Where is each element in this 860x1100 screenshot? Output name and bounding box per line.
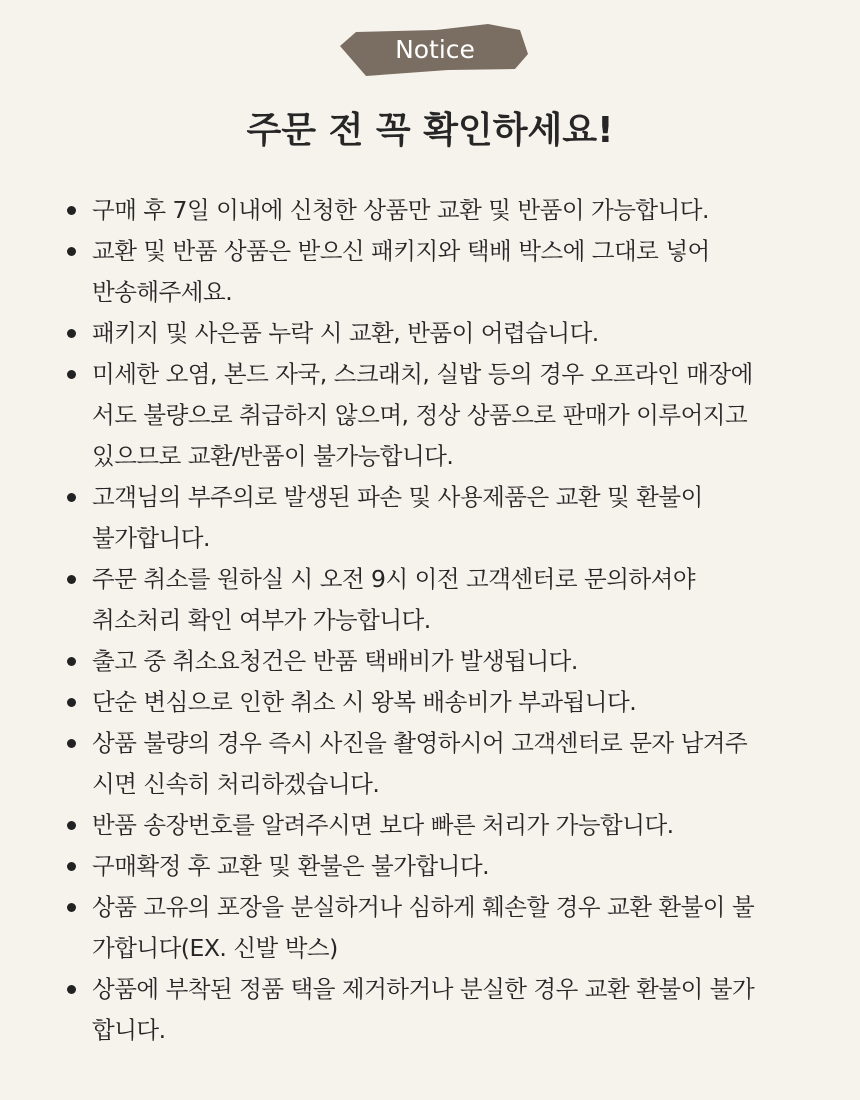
notice-item	[60, 190, 820, 231]
bullet-dot-icon	[67, 370, 76, 379]
bullet-dot-icon	[67, 903, 76, 912]
notice-item-text: 상품에 부착된 정품 택을 제거하거나 분실한 경우 교환 환불이 불가 합니다.	[92, 975, 755, 1044]
bullet-dot-icon	[67, 247, 76, 256]
notice-item-text: 구매확정 후 교환 및 환불은 불가합니다.	[92, 852, 490, 880]
notice-item	[60, 723, 820, 805]
bullet-dot-icon	[67, 206, 76, 215]
notice-badge	[340, 24, 530, 76]
bullet-dot-icon	[67, 575, 76, 584]
bullet-dot-icon	[67, 493, 76, 502]
notice-item	[60, 887, 820, 969]
notice-item	[60, 313, 820, 354]
notice-item	[60, 682, 820, 723]
bullet-dot-icon	[67, 329, 76, 338]
notice-item-text: 상품 불량의 경우 즉시 사진을 촬영하시어 고객센터로 문자 남겨주 시면 신속히 처리하겠습니다.	[92, 729, 748, 798]
notice-item-text: 반품 송장번호를 알려주시면 보다 빠른 처리가 가능합니다.	[92, 811, 674, 839]
bullet-dot-icon	[67, 698, 76, 707]
notice-item-text: 미세한 오염, 본드 자국, 스크래치, 실밥 등의 경우 오프라인 매장에 서도 불량으로 취급하지 않으며, 정상 상품으로 판매가 이루어지고 있으므로 교환/반품이 불가능합니다.	[92, 360, 753, 470]
notice-item	[60, 231, 820, 313]
notice-item	[60, 805, 820, 846]
bullet-dot-icon	[67, 862, 76, 871]
notice-item	[60, 559, 820, 641]
notice-item-text: 상품 고유의 포장을 분실하거나 심하게 훼손할 경우 교환 환불이 불 가합니다(EX. 신발 박스)	[92, 893, 755, 962]
notice-item-text: 출고 중 취소요청건은 반품 택배비가 발생됩니다.	[92, 647, 578, 675]
notice-list	[60, 190, 820, 1051]
bullet-dot-icon	[67, 985, 76, 994]
notice-item	[60, 641, 820, 682]
notice-item	[60, 846, 820, 887]
notice-item-text: 구매 후 7일 이내에 신청한 상품만 교환 및 반품이 가능합니다.	[92, 196, 709, 224]
notice-badge-label: Notice	[395, 35, 475, 64]
bullet-dot-icon	[67, 821, 76, 830]
notice-item-text: 패키지 및 사은품 누락 시 교환, 반품이 어렵습니다.	[92, 319, 599, 347]
notice-item	[60, 477, 820, 559]
bullet-dot-icon	[67, 739, 76, 748]
notice-item-text: 주문 취소를 원하실 시 오전 9시 이전 고객센터로 문의하셔야 취소처리 확인 여부가 가능합니다.	[92, 565, 696, 634]
notice-item	[60, 354, 820, 477]
notice-item	[60, 969, 820, 1051]
notice-item-text: 교환 및 반품 상품은 받으신 패키지와 택배 박스에 그대로 넣어 반송해주세요.	[92, 237, 710, 306]
bullet-dot-icon	[67, 657, 76, 666]
notice-item-text: 단순 변심으로 인한 취소 시 왕복 배송비가 부과됩니다.	[92, 688, 637, 716]
notice-item-text: 고객님의 부주의로 발생된 파손 및 사용제품은 교환 및 환불이 불가합니다.	[92, 483, 703, 552]
page-title: 주문 전 꼭 확인하세요!	[246, 110, 614, 151]
